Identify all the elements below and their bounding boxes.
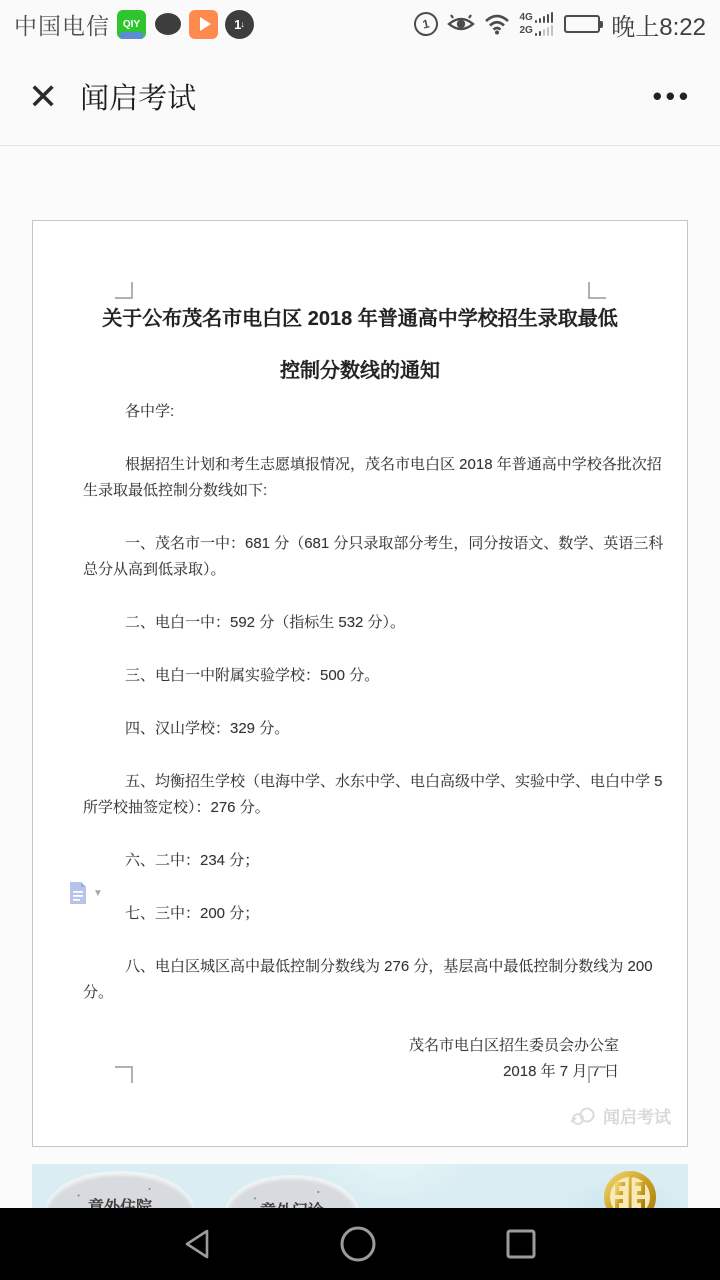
clock-label: 晚上8:22 xyxy=(611,13,706,41)
home-button[interactable] xyxy=(339,1225,377,1263)
sim2-label: 2G xyxy=(519,25,533,36)
eye-protection-icon xyxy=(447,13,475,35)
score-line-item: 五、均衡招生学校（电海中学、水东中学、电白高级中学、实验中学、电白中学 5 所学校抽签定校）：276 分。 xyxy=(83,773,663,816)
status-bar xyxy=(0,0,720,48)
home-circle-icon xyxy=(339,1225,377,1263)
score-line-item: 六、二中：234 分； xyxy=(125,852,260,869)
sim1-label: 4G xyxy=(519,12,533,23)
signature-block xyxy=(83,1033,667,1085)
sim2-bars xyxy=(535,25,554,36)
page-title: 闻启考试 xyxy=(80,83,197,115)
data-saver-icon: 1 xyxy=(412,10,440,38)
issuing-office: 茂名市电白区招生委员会办公室 xyxy=(408,1037,619,1054)
score-line-item: 八、电白区城区高中最低控制分数线为 276 分，基层高中最低控制分数线为 200 分。 xyxy=(83,958,653,1001)
more-icon[interactable]: ••• xyxy=(652,81,692,111)
score-line-item: 二、电白一中：592 分（指标生 532 分）。 xyxy=(125,614,406,631)
doc-tools-button[interactable] xyxy=(68,881,103,905)
iqiyi-icon xyxy=(117,10,146,39)
notification-badge-icon xyxy=(225,10,254,39)
document-title-line2: 控制分数线的通知 xyxy=(280,360,440,382)
wifi-icon xyxy=(484,13,510,35)
chat-bubble-icon xyxy=(153,10,182,39)
badge-number: 1 xyxy=(234,16,242,32)
paragraph-intro: 根据招生计划和考生志愿填报情况，茂名市电白区 2018 年普通高中学校各批次招生录取最低控制分数线如下: xyxy=(83,456,662,499)
score-line-item: 三、电白一中附属实验学校：500 分。 xyxy=(125,667,380,684)
watermark xyxy=(569,1103,671,1128)
close-icon[interactable]: ✕ xyxy=(28,75,59,117)
document-icon xyxy=(68,881,88,905)
score-line-item: 七、三中：200 分； xyxy=(125,905,260,922)
status-bar-right xyxy=(414,7,706,42)
iqiyi-icon-text: QIY xyxy=(122,18,141,30)
issue-date: 2018 年 7 月 7 日 xyxy=(503,1063,619,1080)
battery-icon xyxy=(564,15,600,33)
signal-strength-icon xyxy=(519,12,553,36)
status-bar-left xyxy=(14,8,254,41)
carrier-label: 中国电信 xyxy=(14,12,110,39)
sim1-bars xyxy=(535,12,554,23)
back-triangle-icon xyxy=(183,1228,211,1260)
recents-button[interactable] xyxy=(505,1228,537,1260)
score-line-item: 四、汉山学校：329 分。 xyxy=(125,720,290,737)
video-play-icon xyxy=(189,10,218,39)
recents-square-icon xyxy=(505,1228,537,1260)
watermark-text: 闻启考试 xyxy=(603,1108,671,1127)
ad-banner[interactable] xyxy=(32,1164,688,1208)
badge-arrow: ↓ xyxy=(240,19,245,29)
iqiyi-icon-banner xyxy=(120,32,143,39)
margin-cropmark-top-right xyxy=(588,282,606,299)
chevron-down-icon: ▼ xyxy=(93,887,103,899)
back-button[interactable] xyxy=(183,1228,211,1260)
watermark-logo-icon xyxy=(569,1106,597,1126)
document-title-line1: 关于公布茂名市电白区 2018 年普通高中学校招生录取最低 xyxy=(102,308,618,330)
salutation: 各中学: xyxy=(125,403,175,420)
margin-cropmark-bottom-right xyxy=(588,1066,606,1083)
article-header xyxy=(0,48,720,146)
margin-cropmark-bottom-left xyxy=(115,1066,133,1083)
document-page[interactable] xyxy=(32,220,688,1147)
android-nav-bar xyxy=(0,1208,720,1280)
margin-cropmark-top-left xyxy=(115,282,133,299)
document-body xyxy=(83,399,667,1085)
score-line-item: 一、茂名市一中：681 分（681 分只录取部分考生，同分按语文、数学、英语三科总分从高到低录取）。 xyxy=(83,535,664,578)
document-title xyxy=(73,293,647,397)
